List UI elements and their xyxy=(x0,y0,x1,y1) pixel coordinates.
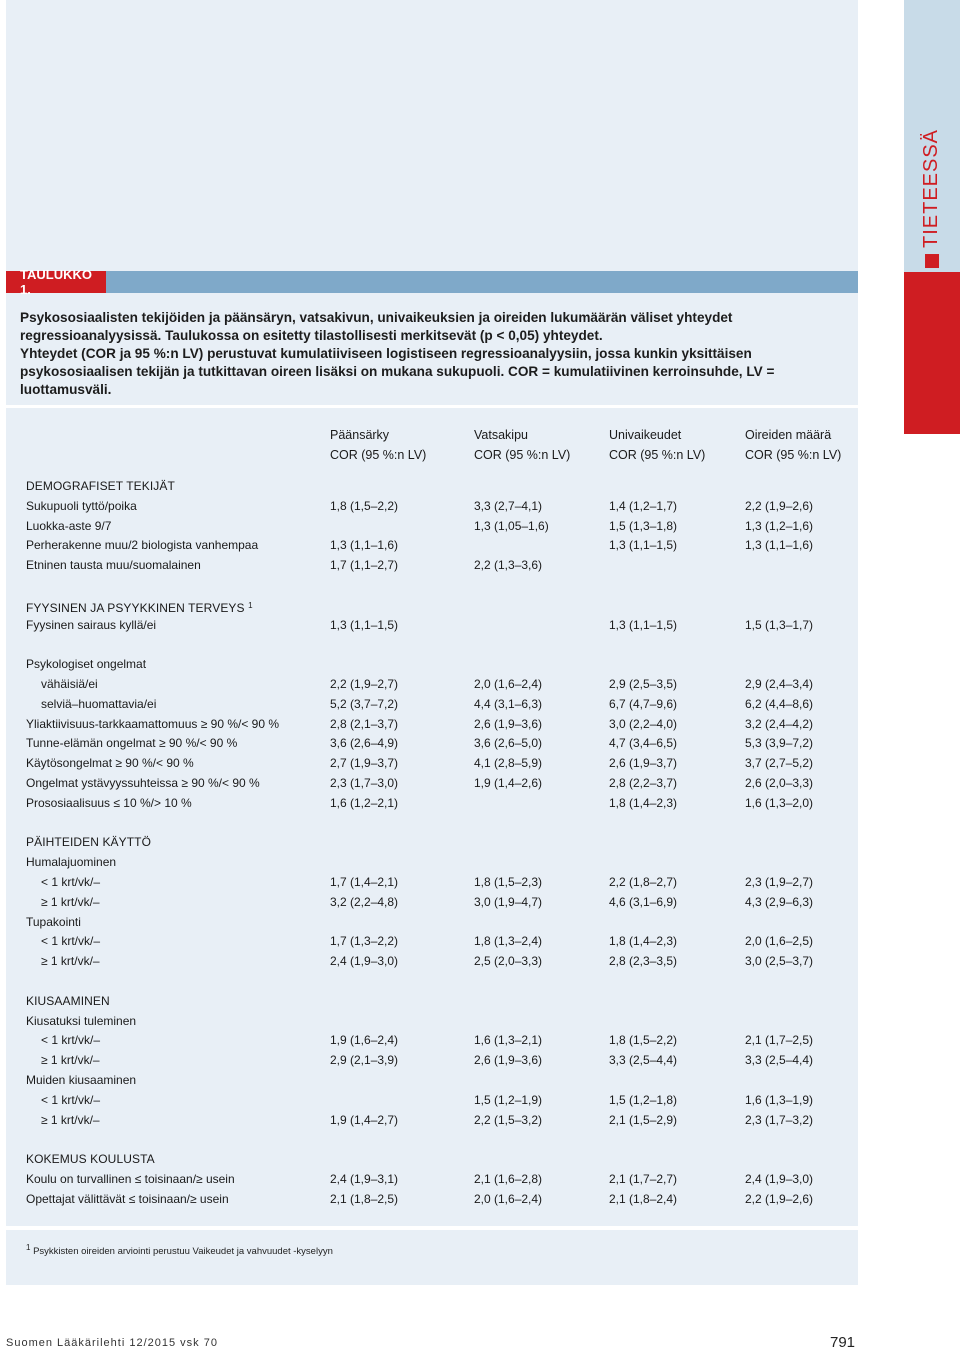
footnote-text: Psykkisten oireiden arviointi perustuu Vaikeudet ja vahvuudet -kyselyyn xyxy=(33,1246,333,1257)
section-heading xyxy=(26,992,110,1012)
cell-value: 3,0 (1,9–4,7) xyxy=(474,894,543,909)
table-row xyxy=(26,734,856,754)
cell-value: 5,2 (3,7–7,2) xyxy=(330,696,399,711)
divider xyxy=(6,405,858,408)
cell-value: 1,3 (1,1–1,6) xyxy=(745,538,814,553)
row-gap xyxy=(26,1130,856,1150)
cell-value: 2,9 (2,1–3,9) xyxy=(330,1053,399,1068)
row-label xyxy=(26,497,137,517)
table-row xyxy=(26,655,856,675)
row-label xyxy=(26,754,194,774)
cell-value: 3,6 (2,6–4,9) xyxy=(330,736,399,751)
cell-value: 1,6 (1,3–2,1) xyxy=(474,1033,543,1048)
column-header-sub: COR (95 %:n LV) xyxy=(609,448,706,462)
table-row xyxy=(26,774,856,794)
cell-value: 2,1 (1,7–2,5) xyxy=(745,1033,814,1048)
section-heading-row xyxy=(26,992,856,1012)
cell-value: 1,7 (1,3–2,2) xyxy=(330,934,399,949)
cell-value: 2,1 (1,7–2,7) xyxy=(609,1171,678,1186)
row-label xyxy=(26,517,111,537)
cell-value: 2,0 (1,6–2,4) xyxy=(474,1191,543,1206)
column-header-oireiden-maara xyxy=(745,425,841,465)
row-label xyxy=(41,1111,100,1131)
cell-value: 2,0 (1,6–2,5) xyxy=(745,934,814,949)
section-heading xyxy=(26,833,151,853)
cell-value: 2,3 (1,7–3,2) xyxy=(745,1112,814,1127)
row-label xyxy=(26,734,237,754)
row-label xyxy=(26,774,260,794)
cell-value: 3,0 (2,5–3,7) xyxy=(745,954,814,969)
cell-value: 1,8 (1,5–2,2) xyxy=(330,498,399,513)
row-label-text: Käytösongelmat ≥ 90 %/< 90 % xyxy=(26,756,194,771)
footnote xyxy=(26,1243,333,1257)
cell-value: 1,3 (1,1–1,6) xyxy=(330,538,399,553)
table-row xyxy=(26,517,856,537)
cell-value: 1,7 (1,4–2,1) xyxy=(330,874,399,889)
cell-value: 1,8 (1,5–2,3) xyxy=(474,874,543,889)
section-label-text: TIETEESSÄ xyxy=(920,128,943,249)
cell-value: 1,6 (1,3–1,9) xyxy=(745,1092,814,1107)
row-label-text: Sukupuoli tyttö/poika xyxy=(26,498,137,513)
cell-value: 3,2 (2,4–4,2) xyxy=(745,716,814,731)
cell-value: 1,5 (1,3–1,8) xyxy=(609,518,678,533)
journal-footer: Suomen Lääkärilehti 12/2015 vsk 70 xyxy=(6,1337,218,1349)
cell-value: 3,3 (2,5–4,4) xyxy=(609,1053,678,1068)
row-label xyxy=(41,1091,100,1111)
cell-value: 2,6 (2,0–3,3) xyxy=(745,775,814,790)
cell-value: 1,3 (1,1–1,5) xyxy=(609,617,678,632)
table-row xyxy=(26,497,856,517)
section-heading-row xyxy=(26,596,856,616)
cell-value: 2,2 (1,8–2,7) xyxy=(609,874,678,889)
row-label-text: PÄIHTEIDEN KÄYTTÖ xyxy=(26,835,152,850)
row-label-text: < 1 krt/vk/– xyxy=(41,1092,101,1107)
cell-value: 1,9 (1,6–2,4) xyxy=(330,1033,399,1048)
row-label-text: Yliaktiivisuus-tarkkaamattomuus ≥ 90 %/< 90 % xyxy=(26,716,280,731)
row-label xyxy=(41,1031,100,1051)
table-row xyxy=(26,853,856,873)
caption-line-2: Yhteydet (COR ja 95 %:n LV) perustuvat kumulatiiviseen logistiseen regressioanalyysiin, jossa kunkin yksittäisen psykososiaalisen tekijän ja tutkittavan oireen lisäksi on mukana sukupuoli. COR = kumulatiivinen kerroinsuhde, LV = luottamusväli. xyxy=(20,346,775,398)
cell-value: 4,4 (3,1–6,3) xyxy=(474,696,543,711)
cell-value: 1,3 (1,2–1,6) xyxy=(745,518,814,533)
row-label-text: selviä–huomattavia/ei xyxy=(41,696,157,711)
cell-value: 2,1 (1,6–2,8) xyxy=(474,1171,543,1186)
cell-value: 1,5 (1,2–1,8) xyxy=(609,1092,678,1107)
row-label xyxy=(26,556,201,576)
page-number: 791 xyxy=(830,1334,856,1351)
row-label-text: KOKEMUS KOULUSTA xyxy=(26,1152,155,1167)
row-label-text: Kiusatuksi tuleminen xyxy=(26,1013,137,1028)
row-label xyxy=(26,715,279,735)
row-label xyxy=(41,932,100,952)
cell-value: 3,0 (2,2–4,0) xyxy=(609,716,678,731)
section-heading-row xyxy=(26,1150,856,1170)
row-label-text: < 1 krt/vk/– xyxy=(41,1033,101,1048)
row-label xyxy=(41,873,100,893)
column-header-sub: COR (95 %:n LV) xyxy=(330,448,427,462)
row-label-text: DEMOGRAFISET TEKIJÄT xyxy=(26,479,175,493)
cell-value: 1,5 (1,2–1,9) xyxy=(474,1092,543,1107)
table-row xyxy=(26,952,856,972)
cell-value: 1,8 (1,4–2,3) xyxy=(609,934,678,949)
column-header-name: Päänsärky xyxy=(330,428,390,442)
row-gap xyxy=(26,972,856,992)
section-heading-row xyxy=(26,477,856,497)
table-body xyxy=(26,477,856,1209)
cell-value: 3,3 (2,7–4,1) xyxy=(474,498,543,513)
cell-value: 2,1 (1,8–2,4) xyxy=(609,1191,678,1206)
cell-value: 1,7 (1,1–2,7) xyxy=(330,558,399,573)
cell-value: 1,8 (1,4–2,3) xyxy=(609,795,678,810)
table-row xyxy=(26,1051,856,1071)
cell-value: 2,4 (1,9–3,1) xyxy=(330,1171,399,1186)
table-row xyxy=(26,913,856,933)
cell-value: 3,6 (2,6–5,0) xyxy=(474,736,543,751)
row-label-text: vähäisiä/ei xyxy=(41,676,98,691)
row-label-text: < 1 krt/vk/– xyxy=(41,874,101,889)
cell-value: 2,6 (1,9–3,7) xyxy=(609,756,678,771)
row-label-text: ≥ 1 krt/vk/– xyxy=(41,954,100,969)
row-label xyxy=(26,1012,136,1032)
row-label xyxy=(26,853,116,873)
table-row xyxy=(26,932,856,952)
row-label-text: Ongelmat ystävyyssuhteissa ≥ 90 %/< 90 % xyxy=(26,775,260,790)
table-row xyxy=(26,794,856,814)
cell-value: 5,3 (3,9–7,2) xyxy=(745,736,814,751)
row-label xyxy=(26,1071,136,1091)
cell-value: 2,9 (2,5–3,5) xyxy=(609,676,678,691)
row-label xyxy=(26,794,192,814)
row-label-text: Tunne-elämän ongelmat ≥ 90 %/< 90 % xyxy=(26,736,238,751)
cell-value: 2,6 (1,9–3,6) xyxy=(474,716,543,731)
table-row xyxy=(26,1111,856,1131)
row-label-text: Prososiaalisuus ≤ 10 %/> 10 % xyxy=(26,795,192,810)
column-header-vatsakipu xyxy=(474,425,570,465)
section-label xyxy=(904,0,960,272)
row-label-text: FYYSINEN JA PSYYKKINEN TERVEYS xyxy=(26,600,245,615)
cell-value: 1,6 (1,3–2,0) xyxy=(745,795,814,810)
cell-value: 2,2 (1,9–2,6) xyxy=(745,1191,814,1206)
row-label-text: < 1 krt/vk/– xyxy=(41,934,101,949)
section-heading xyxy=(26,1150,155,1170)
cell-value: 4,3 (2,9–6,3) xyxy=(745,894,814,909)
table-row xyxy=(26,675,856,695)
cell-value: 1,3 (1,1–1,5) xyxy=(330,617,399,632)
red-square-icon xyxy=(925,254,939,268)
row-label xyxy=(41,1051,100,1071)
cell-value: 4,7 (3,4–6,5) xyxy=(609,736,678,751)
cell-value: 2,3 (1,9–2,7) xyxy=(745,874,814,889)
cell-value: 2,2 (1,9–2,7) xyxy=(330,676,399,691)
row-label-text: KIUSAAMINEN xyxy=(26,993,110,1008)
cell-value: 2,2 (1,3–3,6) xyxy=(474,558,543,573)
row-label xyxy=(41,675,98,695)
cell-value: 2,2 (1,5–3,2) xyxy=(474,1112,543,1127)
table-caption xyxy=(20,309,850,399)
column-header-univaikeudet xyxy=(609,425,705,465)
cell-value: 2,2 (1,9–2,6) xyxy=(745,498,814,513)
row-gap xyxy=(26,814,856,834)
cell-value: 4,1 (2,8–5,9) xyxy=(474,756,543,771)
row-label xyxy=(26,536,258,556)
cell-value: 1,3 (1,05–1,6) xyxy=(474,518,549,533)
table-row xyxy=(26,556,856,576)
cell-value: 3,7 (2,7–5,2) xyxy=(745,756,814,771)
table-row xyxy=(26,695,856,715)
title-bar xyxy=(6,271,858,293)
table-row xyxy=(26,754,856,774)
cell-value: 2,6 (1,9–3,6) xyxy=(474,1053,543,1068)
cell-value: 2,8 (2,1–3,7) xyxy=(330,716,399,731)
row-gap xyxy=(26,576,856,596)
cell-value: 1,8 (1,3–2,4) xyxy=(474,934,543,949)
cell-value: 2,3 (1,7–3,0) xyxy=(330,775,399,790)
cell-value: 1,6 (1,2–2,1) xyxy=(330,795,399,810)
cell-value: 6,2 (4,4–8,6) xyxy=(745,696,814,711)
row-label xyxy=(41,952,100,972)
cell-value: 2,8 (2,2–3,7) xyxy=(609,775,678,790)
cell-value: 2,8 (2,3–3,5) xyxy=(609,954,678,969)
cell-value: 6,7 (4,7–9,6) xyxy=(609,696,678,711)
row-label-text: Tupakointi xyxy=(26,914,81,929)
table-row xyxy=(26,536,856,556)
cell-value: 1,3 (1,1–1,5) xyxy=(609,538,678,553)
row-label-text: Fyysinen sairaus kyllä/ei xyxy=(26,617,157,632)
cell-value: 1,5 (1,3–1,7) xyxy=(745,617,814,632)
footnote-ref: 1 xyxy=(248,600,253,610)
row-label-text: Koulu on turvallinen ≤ toisinaan/≥ usein xyxy=(26,1171,235,1186)
row-label xyxy=(26,655,146,675)
row-label-text: Perherakenne muu/2 biologista vanhempaa xyxy=(26,538,259,553)
row-label-text: Humalajuominen xyxy=(26,855,117,870)
cell-value: 1,9 (1,4–2,7) xyxy=(330,1112,399,1127)
column-header-name: Oireiden määrä xyxy=(745,428,832,442)
row-label xyxy=(26,1170,235,1190)
cell-value: 1,4 (1,2–1,7) xyxy=(609,498,678,513)
section-heading-row xyxy=(26,833,856,853)
row-label-text: Luokka-aste 9/7 xyxy=(26,518,112,533)
column-header-paansarky xyxy=(330,425,426,465)
side-red-block xyxy=(904,272,960,434)
cell-value: 2,7 (1,9–3,7) xyxy=(330,756,399,771)
cell-value: 3,2 (2,2–4,8) xyxy=(330,894,399,909)
column-header-sub: COR (95 %:n LV) xyxy=(474,448,571,462)
divider xyxy=(6,1226,858,1230)
row-label xyxy=(26,1190,229,1210)
column-header-sub: COR (95 %:n LV) xyxy=(745,448,842,462)
footnote-mark: 1 xyxy=(26,1243,31,1252)
table-row xyxy=(26,1190,856,1210)
row-label-text: Etninen tausta muu/suomalainen xyxy=(26,558,201,573)
cell-value: 2,0 (1,6–2,4) xyxy=(474,676,543,691)
cell-value: 1,9 (1,4–2,6) xyxy=(474,775,543,790)
cell-value: 2,5 (2,0–3,3) xyxy=(474,954,543,969)
table-row xyxy=(26,1170,856,1190)
row-label xyxy=(41,893,100,913)
row-label-text: Psykologiset ongelmat xyxy=(26,657,147,672)
caption-line-1: Psykososiaalisten tekijöiden ja päänsäryn, vatsakivun, univaikeuksien ja oireiden lukumäärän väliset yhteydet regressioanalyysissä. Taulukossa on esitetty tilastollisesti merkitsevät (p < 0,05) yhteydet. xyxy=(20,310,733,344)
table-row xyxy=(26,873,856,893)
cell-value: 1,8 (1,5–2,2) xyxy=(609,1033,678,1048)
column-header-name: Vatsakipu xyxy=(474,428,528,442)
table-row xyxy=(26,1031,856,1051)
row-label-text: Opettajat välittävät ≤ toisinaan/≥ usein xyxy=(26,1191,229,1206)
row-label xyxy=(41,695,156,715)
cell-value: 2,1 (1,8–2,5) xyxy=(330,1191,399,1206)
cell-value: 2,1 (1,5–2,9) xyxy=(609,1112,678,1127)
table-row xyxy=(26,1091,856,1111)
table-row xyxy=(26,893,856,913)
row-label xyxy=(26,616,156,636)
cell-value: 2,9 (2,4–3,4) xyxy=(745,676,814,691)
table-row xyxy=(26,1012,856,1032)
cell-value: 2,4 (1,9–3,0) xyxy=(330,954,399,969)
row-label-text: ≥ 1 krt/vk/– xyxy=(41,1053,100,1068)
row-label-text: ≥ 1 krt/vk/– xyxy=(41,894,100,909)
row-label-text: ≥ 1 krt/vk/– xyxy=(41,1112,100,1127)
table-row xyxy=(26,616,856,636)
row-gap xyxy=(26,635,856,655)
table-label: TAULUKKO 1. xyxy=(6,271,106,293)
row-label xyxy=(26,913,81,933)
row-label-text: Muiden kiusaaminen xyxy=(26,1072,137,1087)
cell-value: 2,4 (1,9–3,0) xyxy=(745,1171,814,1186)
table-row xyxy=(26,715,856,735)
cell-value: 3,3 (2,5–4,4) xyxy=(745,1053,814,1068)
table-row xyxy=(26,1071,856,1091)
section-heading xyxy=(26,477,175,497)
cell-value: 4,6 (3,1–6,9) xyxy=(609,894,678,909)
column-header-name: Univaikeudet xyxy=(609,428,682,442)
